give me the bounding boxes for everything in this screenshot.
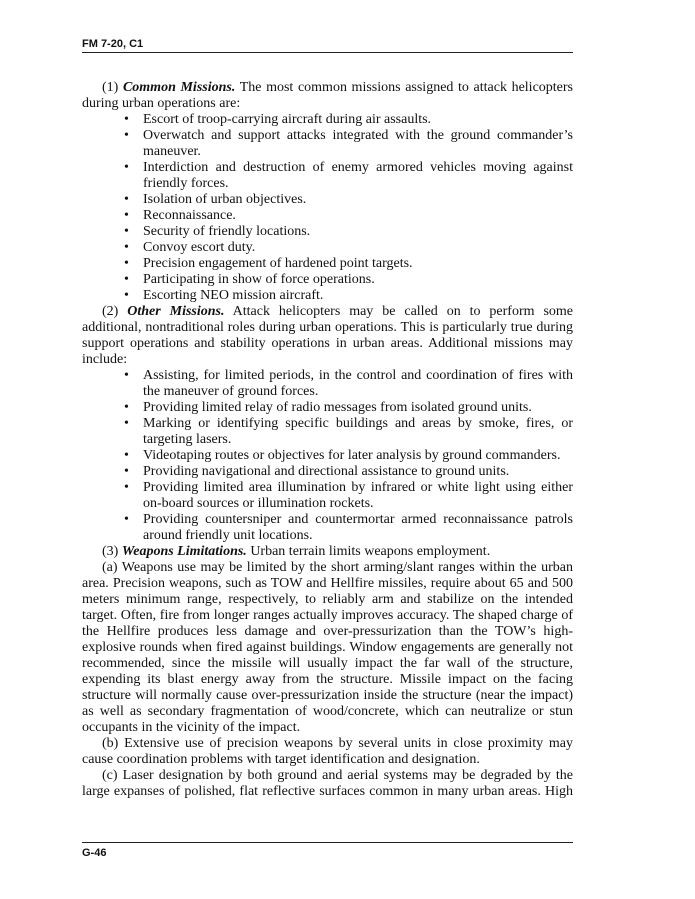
list-item: • Providing limited area illumination by infrared or white light using either on-board sources or illumination rockets. bbox=[82, 480, 573, 512]
page-footer: G-46 bbox=[82, 842, 573, 859]
para-title: Weapons Limitations. bbox=[121, 544, 247, 559]
list-item: • Assisting, for limited periods, in the control and coordination of fires with the maneuver of ground forces. bbox=[82, 368, 573, 400]
list-item: • Providing countersniper and countermortar armed reconnaissance patrols around friendly unit locations. bbox=[82, 512, 573, 544]
para-title: Other Missions. bbox=[127, 304, 225, 319]
list-item: • Overwatch and support attacks integrated with the ground commander’s maneuver. bbox=[82, 128, 573, 160]
para-text: Attack helicopters may be called on to perform some additional, nontraditional roles during urban operations. This is particularly true during support operations and stability operations in urban areas. Additional missions may include: bbox=[82, 304, 573, 367]
para-title: Common Missions. bbox=[122, 80, 236, 95]
list-item: • Interdiction and destruction of enemy armored vehicles moving against friendly forces. bbox=[82, 160, 573, 192]
list-item: • Convoy escort duty. bbox=[82, 240, 573, 256]
paragraph-a: (a) Weapons use may be limited by the short arming/slant ranges within the urban area. Precision weapons, such as TOW and Hellfire missiles, require about 65 and 500 meters minimum range, respectively, to reliably arm and stabilize on the intended target. Often, fire from longer ranges actually improves accuracy. The shaped charge of the Hellfire produces less damage and over-pressurization than the TOW’s high-explosive rounds when fired against buildings. Window engagements are generally not recommended, since the missile will usually impact the far wall of the structure, expending its blast energy away from the structure. Missile impact on the facing structure will normally cause over-pressurization inside the structure (near the impact) as well as secondary fragmentation of wood/concrete, which can neutralize or stun occupants in the vicinity of the impact. bbox=[82, 560, 573, 735]
list-item: • Marking or identifying specific buildings and areas by smoke, fires, or targeting lasers. bbox=[82, 416, 573, 448]
paragraph-common-missions bbox=[82, 80, 573, 112]
common-missions-list bbox=[82, 112, 573, 304]
para-text: Urban terrain limits weapons employment. bbox=[246, 544, 491, 559]
list-item: • Precision engagement of hardened point targets. bbox=[82, 256, 573, 272]
page-header: FM 7-20, C1 bbox=[82, 38, 573, 53]
paragraph-c: (c) Laser designation by both ground and aerial systems may be degraded by the large expanses of polished, flat reflective surfaces common in many urban areas. High bbox=[82, 768, 573, 799]
para-number: (1) bbox=[102, 80, 123, 95]
page-body bbox=[82, 80, 573, 800]
list-item: • Reconnaissance. bbox=[82, 208, 573, 224]
paragraph-other-missions bbox=[82, 304, 573, 368]
list-item: • Videotaping routes or objectives for later analysis by ground commanders. bbox=[82, 448, 573, 464]
list-item: • Escorting NEO mission aircraft. bbox=[82, 288, 573, 304]
list-item: • Providing limited relay of radio messages from isolated ground units. bbox=[82, 400, 573, 416]
list-item: • Escort of troop-carrying aircraft during air assaults. bbox=[82, 112, 573, 128]
paragraph-b: (b) Extensive use of precision weapons by several units in close proximity may cause coordination problems with target identification and designation. bbox=[82, 736, 573, 767]
para-number: (2) bbox=[102, 304, 128, 319]
other-missions-list bbox=[82, 368, 573, 544]
para-number: (3) bbox=[102, 544, 122, 559]
list-item: • Participating in show of force operations. bbox=[82, 272, 573, 288]
para-text: The most common missions assigned to attack helicopters during urban operations are: bbox=[82, 80, 573, 111]
list-item: • Isolation of urban objectives. bbox=[82, 192, 573, 208]
list-item: • Security of friendly locations. bbox=[82, 224, 573, 240]
paragraph-weapons-limitations bbox=[82, 544, 573, 560]
list-item: • Providing navigational and directional assistance to ground units. bbox=[82, 464, 573, 480]
